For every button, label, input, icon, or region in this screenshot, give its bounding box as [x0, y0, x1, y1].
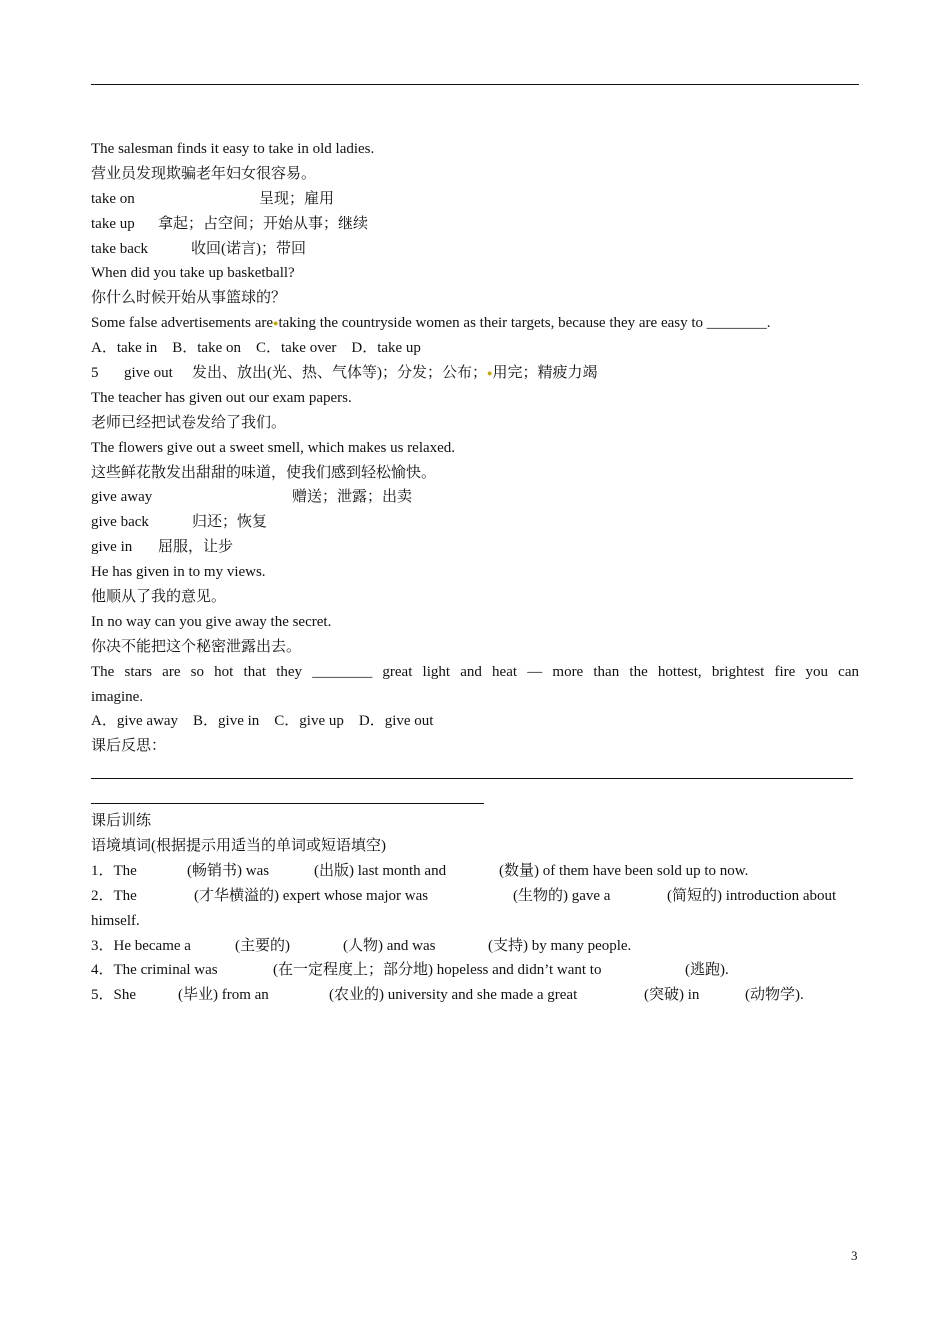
phrase-entry	[91, 237, 859, 262]
document-body	[91, 137, 859, 1008]
phrase: give in	[91, 539, 133, 556]
phrase-meaning: 赠送；泄露；出卖	[292, 489, 413, 506]
example-translation: 这些鲜花散发出甜甜的味道，使我们感到轻松愉快。	[91, 464, 437, 481]
phrase-entry	[91, 485, 859, 510]
exercise-item: 4．The criminal was (在一定程度上；部分地) hopeless and didn’t want to (逃跑).	[91, 962, 729, 979]
phrase-meaning: 发出、放出(光、热、气体等)；分发；公布；	[192, 365, 487, 382]
exercise-item: 5．She (毕业) from an (农业的) university and she made a great (突破) in (动物学).	[91, 987, 804, 1004]
example-sentence: He has given in to my views.	[91, 564, 266, 581]
exercise-item-continued: himself.	[91, 912, 140, 929]
example-sentence: The flowers give out a sweet smell, which makes us relaxed.	[91, 439, 456, 456]
example-translation: 他顺从了我的意见。	[91, 589, 227, 606]
reflection-heading: 课后反思：	[91, 738, 167, 755]
phrase-meaning: 屈服，让步	[158, 539, 234, 556]
section-heading: 课后训练	[91, 813, 152, 830]
entry-number: 5	[91, 365, 99, 382]
phrase: take on	[91, 190, 135, 207]
example-sentence: When did you take up basketball?	[91, 265, 295, 282]
example-translation: 营业员发现欺骗老年妇女很容易。	[91, 165, 317, 182]
reflection-blank-line	[91, 759, 859, 784]
quiz-options: A．take in B．take on C．take over D．take up	[91, 340, 421, 357]
exercise-item: 3．He became a (主要的) (人物) and was (支持) by many people.	[91, 937, 632, 954]
phrase-meaning: 收回(诺言)；带回	[191, 240, 306, 257]
quiz-question: Some false advertisements are●taking the countryside women as their targets, because they are easy to ________.	[91, 315, 771, 332]
phrase: give out	[124, 365, 173, 382]
phrase-meaning: 呈现；雇用	[259, 190, 335, 207]
phrase: take back	[91, 240, 149, 257]
quiz-options: A．give away B．give in C．give up D．give out	[91, 713, 434, 730]
exercise-item: 1．The (畅销书) was (出版) last month and (数量) of them have been sold up to now.	[91, 862, 749, 879]
phrase-entry	[91, 535, 859, 560]
example-sentence: The teacher has given out our exam papers.	[91, 389, 352, 406]
phrase-entry	[91, 212, 859, 237]
header-rule	[91, 84, 859, 85]
phrase-entry	[91, 187, 859, 212]
example-sentence: The salesman finds it easy to take in old ladies.	[91, 141, 375, 157]
example-sentence: In no way can you give away the secret.	[91, 613, 332, 630]
phrase: give back	[91, 514, 149, 531]
example-translation: 你决不能把这个秘密泄露出去。	[91, 638, 302, 655]
page-number: 3	[851, 1248, 858, 1263]
marker-dot: ●	[487, 368, 493, 379]
phrase-entry	[91, 361, 859, 386]
example-translation: 老师已经把试卷发给了我们。	[91, 414, 287, 431]
phrase: give away	[91, 489, 153, 506]
phrase-meaning: 用完；精疲力竭	[492, 365, 598, 382]
phrase: take up	[91, 215, 135, 232]
reflection-blank-line	[91, 784, 859, 809]
phrase-entry	[91, 510, 859, 535]
marker-dot: ●	[273, 318, 279, 329]
section-instructions: 语境填词(根据提示用适当的单词或短语填空)	[91, 837, 386, 854]
exercise-item: 2．The (才华横溢的) expert whose major was (生物的) gave a (简短的) introduction about	[91, 887, 837, 904]
quiz-question-continued: imagine.	[91, 688, 144, 705]
phrase-meaning: 归还；恢复	[192, 514, 268, 531]
example-translation: 你什么时候开始从事篮球的？	[91, 290, 287, 307]
phrase-meaning: 拿起；占空间；开始从事；继续	[158, 215, 369, 232]
quiz-question: The stars are so hot that they ________ great light and heat — more than the hottest, brightest fire you can	[91, 663, 859, 680]
